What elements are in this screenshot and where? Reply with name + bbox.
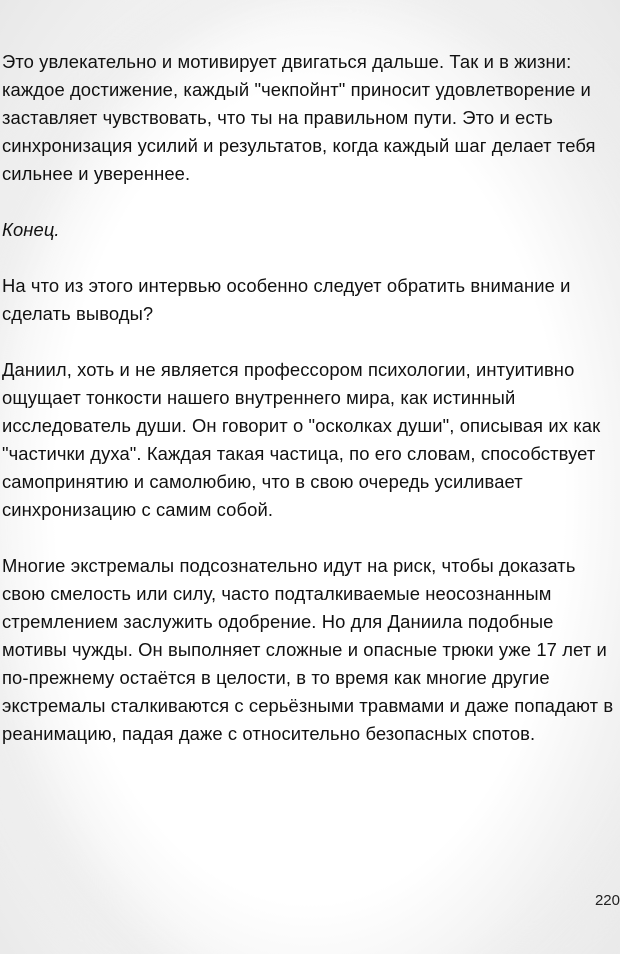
paragraph-extremals: Многие экстремалы подсознательно идут на риск, чтобы доказать свою смелость или силу, часто подталкиваемые неосознанным стремлением заслужить одобрение. Но для Даниила подобные мотивы чужды. Он выполняет сложные и опасные трюки уже 17 лет и по-прежнему остаётся в целости, в то время как многие другие экстремалы сталкиваются с серьёзными травмами и даже попадают в реанимацию, падая даже с относительно безопасных спотов. bbox=[2, 555, 614, 744]
document-body bbox=[2, 48, 614, 776]
paragraph-daniil: Даниил, хоть и не является профессором психологии, интуитивно ощущает тонкости нашего внутреннего мира, как истинный исследователь души. Он говорит о "осколках души", описывая их как "частички духа". Каждая такая частица, по его словам, способствует самопринятию и самолюбию, что в свою очередь усиливает синхронизацию с самим собой. bbox=[2, 359, 601, 520]
paragraph-ending: Конец. bbox=[2, 219, 60, 240]
paragraph-question: На что из этого интервью особенно следует обратить внимание и сделать выводы? bbox=[2, 275, 571, 324]
paragraph-1: Это увлекательно и мотивирует двигаться дальше. Так и в жизни: каждое достижение, каждый "чекпойнт" приносит удовлетворение и заставляет чувствовать, что ты на правильном пути. Это и есть синхронизация усилий и результатов, когда каждый шаг делает тебя сильнее и увереннее. bbox=[2, 51, 596, 184]
page-number: 220 bbox=[594, 892, 620, 909]
